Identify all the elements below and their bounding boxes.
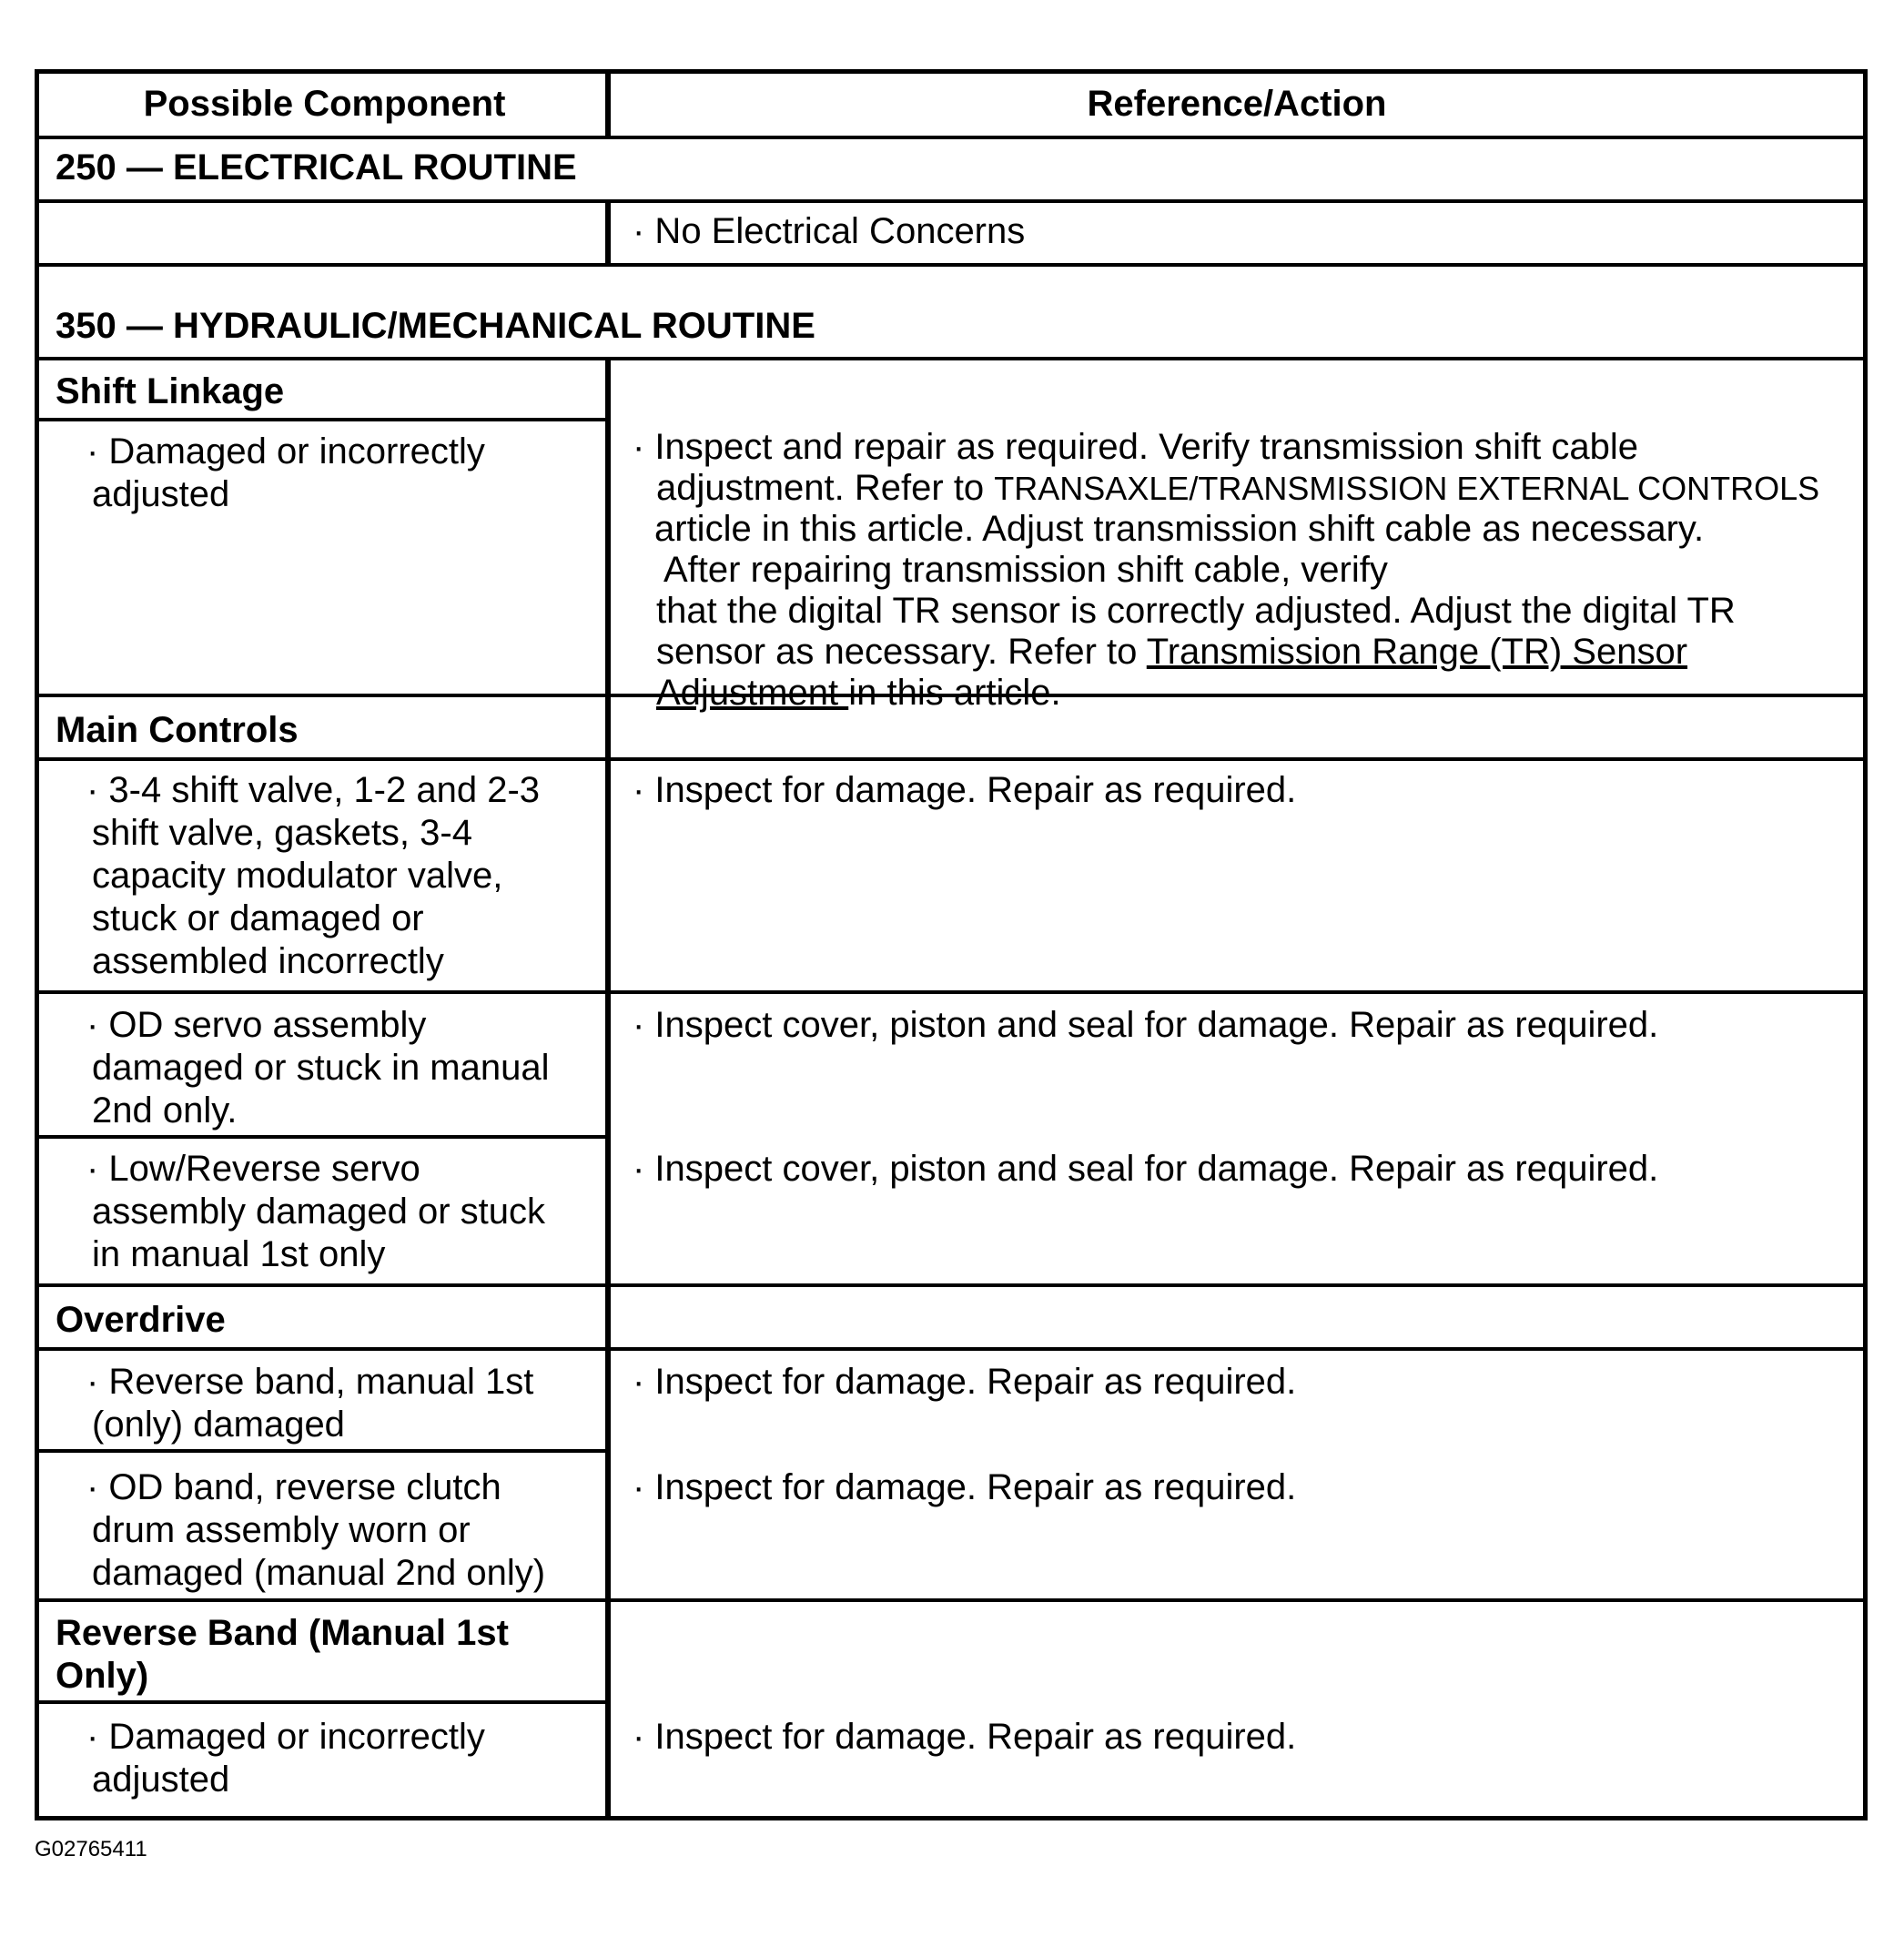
- action-line: that the digital TR sensor is correctly adjusted. Adjust the digital TR: [656, 591, 1736, 631]
- tr-sensor-adjustment-link[interactable]: Transmission Range (TR) Sensor: [1146, 632, 1688, 672]
- rule-electrical-title-bottom: [39, 199, 1863, 203]
- overdrive-item: [44, 1361, 605, 1446]
- heading-line: Reverse Band (Manual 1st: [56, 1613, 509, 1653]
- rule-main-controls-heading-bottom: [39, 757, 1863, 761]
- section-hydraulic-title: 350 — HYDRAULIC/MECHANICAL ROUTINE: [56, 306, 815, 346]
- electrical-action: · No Electrical Concerns: [633, 211, 1026, 251]
- shift-linkage-item-line: adjusted: [92, 474, 230, 514]
- item-line: · 3-4 shift valve, 1-2 and 2-3: [86, 770, 541, 810]
- rule-overdrive-heading-bottom: [39, 1347, 1863, 1351]
- shift-linkage-heading: Shift Linkage: [56, 371, 285, 411]
- item-line: stuck or damaged or: [92, 898, 424, 938]
- reverse-band-heading: [44, 1612, 605, 1698]
- item-line: assembled incorrectly: [92, 941, 444, 981]
- reverse-band-action: · Inspect for damage. Repair as required.: [633, 1717, 1297, 1757]
- item-line: assembly damaged or stuck: [92, 1192, 546, 1232]
- item-line: in manual 1st only: [92, 1234, 386, 1274]
- rule-shift-linkage-heading-bottom: [39, 418, 605, 421]
- action-line: · Inspect and repair as required. Verify transmission shift cable: [633, 427, 1638, 467]
- action-text: adjustment. Refer to: [656, 468, 995, 508]
- main-controls-item: [44, 769, 605, 983]
- rule-electrical-action-bottom: [39, 263, 1863, 267]
- rule-main-controls-item2-bottom: [39, 1135, 605, 1139]
- external-controls-reference: TRANSAXLE/TRANSMISSION EXTERNAL CONTROLS: [994, 470, 1820, 507]
- item-line: adjusted: [92, 1760, 230, 1800]
- item-line: (only) damaged: [92, 1405, 345, 1445]
- reverse-band-item: [44, 1716, 605, 1801]
- rule-main-controls-item1-bottom: [39, 990, 1863, 994]
- rule-overdrive-bottom: [39, 1598, 1863, 1602]
- shift-linkage-action: [611, 427, 1865, 714]
- item-line: · Reverse band, manual 1st: [86, 1362, 534, 1402]
- action-line: [633, 468, 1865, 509]
- rule-reverse-band-heading-bottom: [39, 1700, 605, 1704]
- rule-main-controls-bottom: [39, 1283, 1863, 1287]
- item-line: · OD band, reverse clutch: [86, 1467, 501, 1507]
- section-electrical-title: 250 — ELECTRICAL ROUTINE: [56, 147, 577, 188]
- main-controls-heading: Main Controls: [56, 710, 299, 750]
- main-controls-action: · Inspect cover, piston and seal for damage. Repair as required.: [633, 1005, 1659, 1045]
- rule-overdrive-item1-bottom: [39, 1449, 605, 1453]
- item-line: damaged or stuck in manual: [92, 1048, 550, 1088]
- action-line: [633, 632, 1865, 673]
- header-possible-component: Possible Component: [143, 84, 506, 124]
- main-controls-action: · Inspect for damage. Repair as required.: [633, 770, 1297, 810]
- item-line: 2nd only.: [92, 1090, 238, 1131]
- action-line: [633, 673, 1865, 714]
- figure-id: G02765411: [35, 1837, 147, 1861]
- main-controls-item: [44, 1004, 605, 1132]
- item-line: shift valve, gaskets, 3-4: [92, 813, 472, 853]
- item-line: · Low/Reverse servo: [86, 1149, 420, 1189]
- action-text: sensor as necessary. Refer to: [656, 632, 1147, 672]
- shift-linkage-item-line: · Damaged or incorrectly: [86, 431, 485, 472]
- diagnosis-table: [35, 69, 1868, 1820]
- overdrive-action: · Inspect for damage. Repair as required.: [633, 1362, 1297, 1402]
- item-line: · Damaged or incorrectly: [86, 1717, 485, 1757]
- item-line: drum assembly worn or: [92, 1510, 471, 1550]
- overdrive-item: [44, 1466, 605, 1595]
- tr-sensor-adjustment-link[interactable]: Adjustment: [656, 673, 849, 713]
- shift-linkage-item: [44, 431, 605, 516]
- rule-hydraulic-title-bottom: [39, 357, 1863, 360]
- item-line: capacity modulator valve,: [92, 856, 503, 896]
- overdrive-heading: Overdrive: [56, 1300, 226, 1340]
- item-line: damaged (manual 2nd only): [92, 1553, 546, 1593]
- main-controls-item: [44, 1148, 605, 1276]
- item-line: · OD servo assembly: [86, 1005, 427, 1045]
- action-text: in this article.: [848, 673, 1061, 713]
- main-controls-action: · Inspect cover, piston and seal for damage. Repair as required.: [633, 1149, 1659, 1189]
- header-reference-action: Reference/Action: [1087, 84, 1387, 124]
- action-line: After repairing transmission shift cable, verify: [663, 550, 1388, 590]
- rule-header-bottom: [39, 136, 1863, 139]
- overdrive-action: · Inspect for damage. Repair as required.: [633, 1467, 1297, 1507]
- action-line: article in this article. Adjust transmission shift cable as necessary.: [654, 509, 1705, 549]
- heading-line: Only): [56, 1656, 149, 1696]
